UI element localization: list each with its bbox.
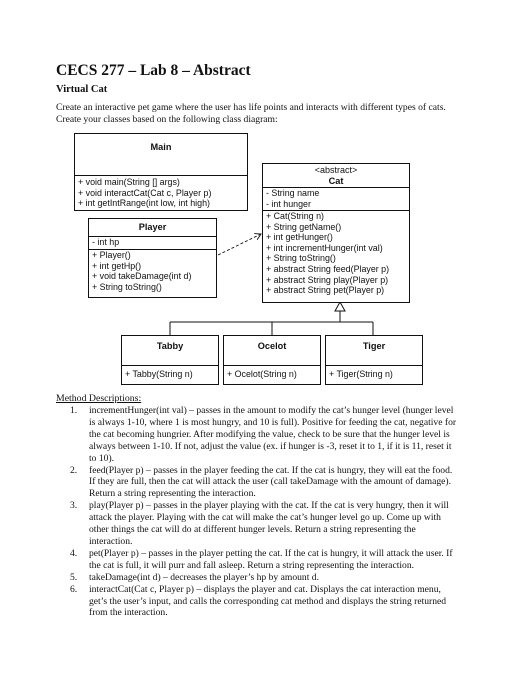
cat-method: + int incrementHunger(int val): [266, 242, 383, 253]
class-main: [74, 133, 248, 211]
class-tiger: [325, 335, 423, 385]
class-tabby-name: Tabby: [122, 336, 218, 366]
class-main-name: Main: [75, 134, 247, 176]
list-item-text: pet(Player p) – passes in the player petting the cat. If the cat is hungry, it will attack the user. If the cat is full, it will purr and fall asleep. Return a string representing the interaction.: [89, 547, 453, 571]
list-item-text: feed(Player p) – passes in the player feeding the cat. If the cat is hungry, they will eat the food. If they are full, then the cat will attack the user (call takeDamage with the amount of damage). Return a string representing the interaction.: [89, 464, 453, 500]
cat-method: + int getHunger(): [266, 232, 333, 243]
class-cat-methods: [263, 211, 409, 296]
cat-method: + abstract String feed(Player p): [266, 263, 390, 274]
cat-method: + String toString(): [266, 253, 336, 264]
cat-method: + abstract String pet(Player p): [266, 285, 385, 296]
main-method: + void interactCat(Cat c, Player p): [78, 187, 212, 198]
player-method: + void takeDamage(int d): [92, 271, 192, 282]
list-number: 3.: [70, 500, 78, 512]
intro-paragraph: Create an interactive pet game where the user has life points and interacts with different types of cats. Create your classes based on the following class diagram:: [56, 102, 446, 125]
tiger-method: + Tiger(String n): [329, 369, 393, 379]
cat-method: + abstract String play(Player p): [266, 274, 389, 285]
cat-attribute: - int hunger: [266, 198, 311, 209]
class-player-attributes: [89, 237, 216, 250]
list-number: 2.: [70, 464, 78, 476]
class-ocelot-methods: [224, 366, 320, 380]
class-cat-stereotype: <abstract>: [314, 165, 358, 175]
class-ocelot: [223, 335, 321, 385]
ocelot-method: + Ocelot(String n): [227, 369, 297, 379]
tabby-method: + Tabby(String n): [125, 369, 193, 379]
list-item: [56, 584, 461, 620]
list-item-text: incrementHunger(int val) – passes in the amount to modify the cat’s hunger level (hunger level is always 1-10, where 1 is most hungry, and 10 is full). Positive for feeding the cat, negative for the cat becoming hungrier. After modifying the value, check to be sure that the hunger level is always between 1-10. If not, adjust the value (ex. if hunger is -3, reset it to 1, if it is 11, reset it to 10).: [89, 405, 457, 464]
list-number: 4.: [70, 547, 78, 559]
class-cat: [262, 163, 410, 303]
class-player-methods: [89, 250, 216, 292]
page-title: CECS 277 – Lab 8 – Abstract: [56, 62, 251, 79]
class-cat-header: [263, 164, 409, 188]
class-tiger-methods: [326, 366, 422, 380]
dependency-arrow: [218, 234, 261, 255]
list-item: [56, 572, 461, 584]
player-attribute: - int hp: [92, 237, 120, 247]
cat-method: + Cat(String n): [266, 211, 324, 221]
class-tiger-name: Tiger: [326, 336, 422, 366]
class-tabby-methods: [122, 366, 218, 380]
class-player: [88, 218, 217, 298]
cat-method: + String getName(): [266, 221, 342, 232]
class-cat-attributes: [263, 188, 409, 211]
list-item-text: play(Player p) – passes in the player playing with the cat. If the cat is very hungry, then it will attack the player. Playing with the cat will make the cat’s hunger level go up. Come up with other things the cat will do at different hunger levels. Return a string representing the interaction.: [89, 500, 449, 547]
list-item-text: takeDamage(int d) – decreases the player’s hp by amount d.: [89, 571, 319, 583]
player-method: + String toString(): [92, 281, 162, 292]
class-ocelot-name: Ocelot: [224, 336, 320, 366]
list-item: [56, 405, 461, 465]
list-item: [56, 500, 461, 548]
class-main-methods: [75, 176, 247, 209]
method-descriptions-list: [56, 405, 461, 619]
class-cat-name: Cat: [328, 176, 344, 186]
main-method: + int getIntRange(int low, int high): [78, 198, 210, 209]
generalization-triangle: [335, 302, 345, 311]
list-number: 6.: [70, 583, 78, 595]
class-tabby: [121, 335, 219, 385]
method-descriptions-heading: Method Descriptions:: [56, 393, 142, 404]
cat-attribute: - String name: [266, 188, 320, 198]
list-item-text: interactCat(Cat c, Player p) – displays the player and cat. Displays the cat interaction menu, get’s the user’s input, and calls the corresponding cat method and displays the string returned from the interaction.: [89, 583, 447, 619]
player-method: + Player(): [92, 250, 131, 260]
player-method: + int getHp(): [92, 260, 142, 271]
list-number: 5.: [70, 571, 78, 583]
list-number: 1.: [70, 405, 78, 416]
main-method: + void main(String [] args): [78, 177, 180, 187]
class-player-name: Player: [89, 219, 216, 237]
page-subtitle: Virtual Cat: [56, 84, 108, 95]
list-item: [56, 465, 461, 501]
list-item: [56, 548, 461, 572]
